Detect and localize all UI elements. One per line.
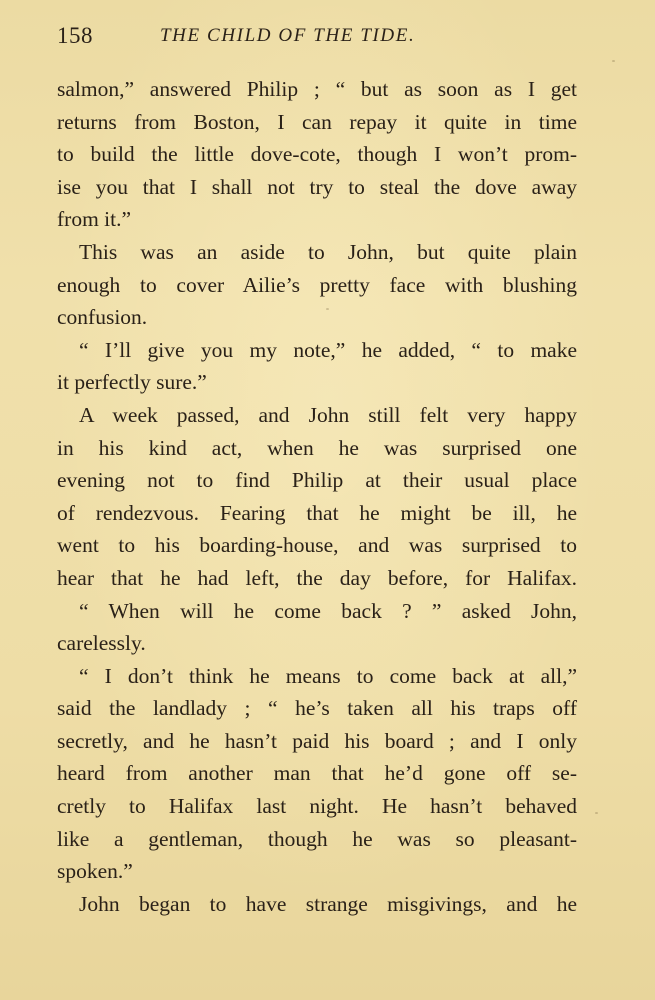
text-line: went to his boarding-house, and was surprised to xyxy=(57,533,577,558)
text-line: “ I don’t think he means to come back at all,” xyxy=(79,663,577,688)
text-line: John began to have strange misgivings, and he xyxy=(79,891,577,916)
page-number: 158 xyxy=(57,23,93,48)
paper-speck xyxy=(595,812,598,814)
paper-speck xyxy=(326,308,329,310)
text-line: to build the little dove-cote, though I won’t prom- xyxy=(57,142,577,167)
running-head: THE CHILD OF THE TIDE. xyxy=(160,25,416,46)
text-line: cretly to Halifax last night. He hasn’t behaved xyxy=(57,794,577,819)
text-line: hear that he had left, the day before, for Halifax. xyxy=(57,565,577,590)
text-line: “ I’ll give you my note,” he added, “ to make xyxy=(79,337,577,362)
text-line: ise you that I shall not try to steal the dove away xyxy=(57,174,577,199)
body-text xyxy=(57,73,577,920)
text-line: enough to cover Ailie’s pretty face with blushing xyxy=(57,272,577,297)
text-line: said the landlady ; “ he’s taken all his traps off xyxy=(57,696,577,721)
text-line: carelessly. xyxy=(57,631,146,656)
text-line: “ When will he come back ? ” asked John, xyxy=(79,598,577,623)
text-line: spoken.” xyxy=(57,859,133,884)
text-line: from it.” xyxy=(57,207,132,232)
text-line: salmon,” answered Philip ; “ but as soon as I get xyxy=(57,77,577,101)
text-line: of rendezvous. Fearing that he might be ill, he xyxy=(57,500,577,525)
paper-speck xyxy=(612,60,615,62)
text-line: returns from Boston, I can repay it quite in time xyxy=(57,109,577,134)
text-line: A week passed, and John still felt very happy xyxy=(79,402,577,427)
text-line: it perfectly sure.” xyxy=(57,370,207,395)
text-line: in his kind act, when he was surprised one xyxy=(57,435,577,460)
text-line: confusion. xyxy=(57,305,148,330)
text-line: like a gentleman, though he was so pleasant- xyxy=(57,826,577,851)
text-line: secretly, and he hasn’t paid his board ; and I only xyxy=(57,728,577,753)
text-line: evening not to find Philip at their usual place xyxy=(57,468,577,493)
text-line: heard from another man that he’d gone off se- xyxy=(57,761,577,786)
page-header xyxy=(57,20,577,52)
text-line: This was an aside to John, but quite plain xyxy=(79,239,577,264)
